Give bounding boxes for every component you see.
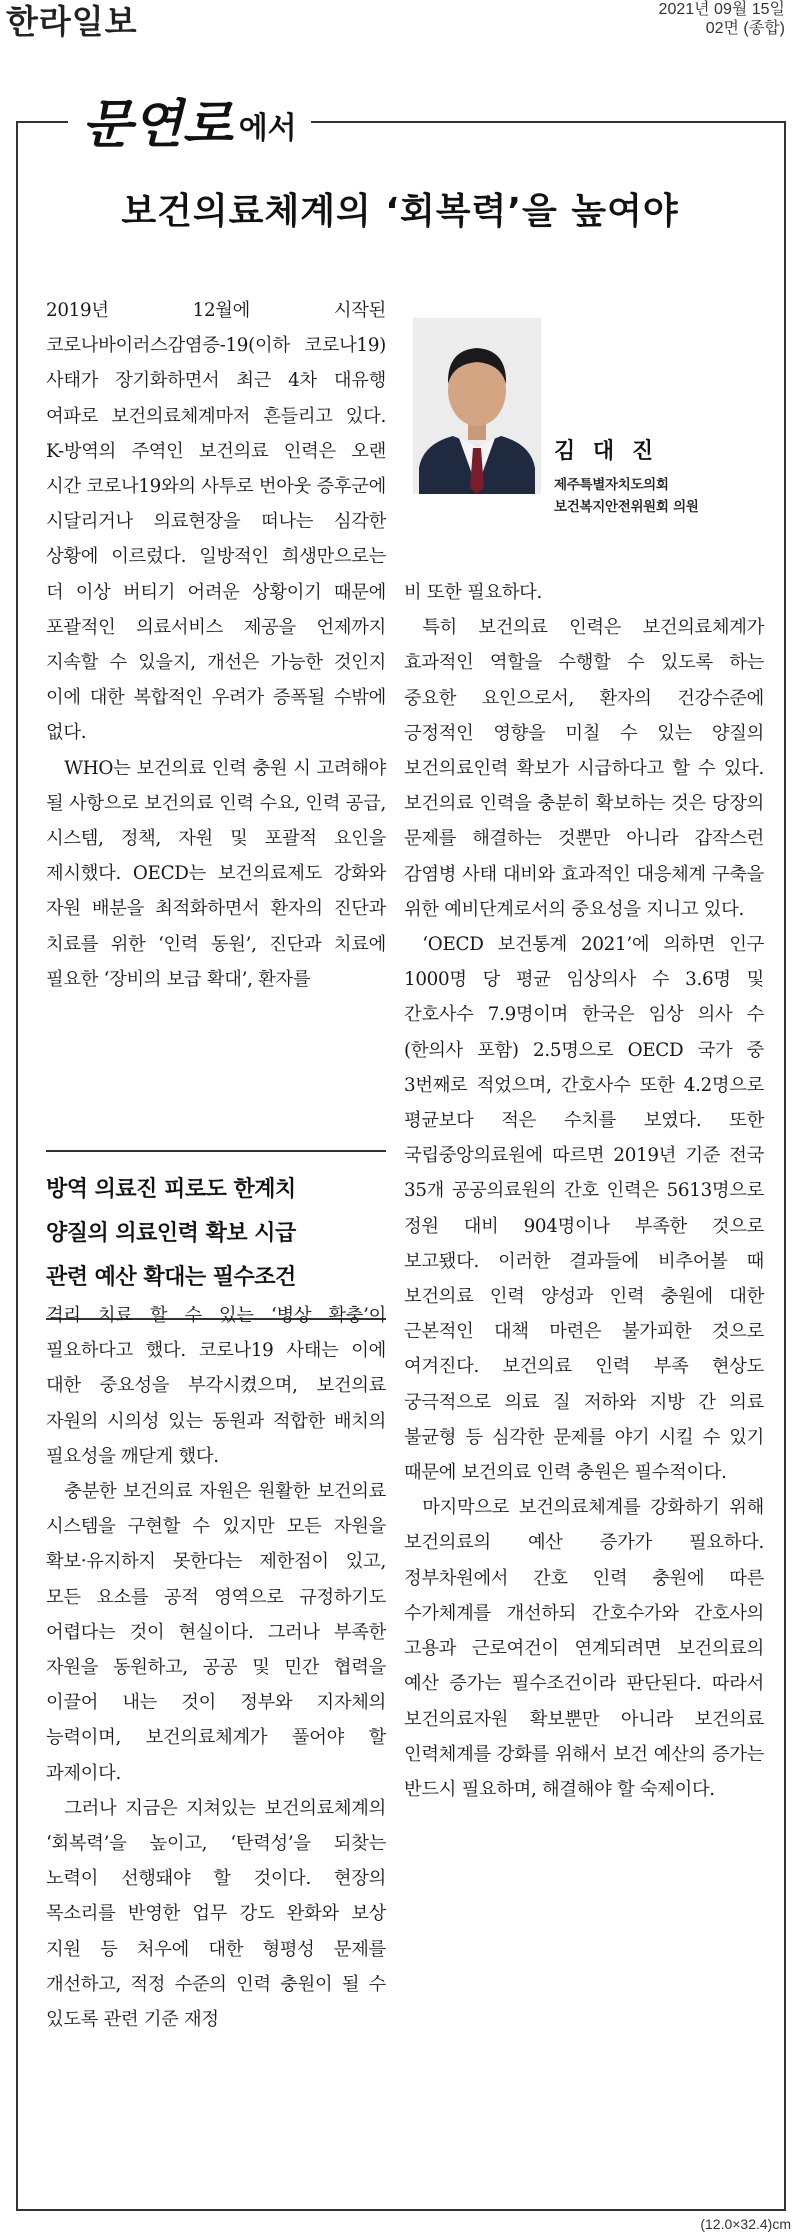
issue-info bbox=[645, 0, 785, 38]
newspaper-masthead bbox=[6, 0, 246, 48]
author-name: 김 대 진 bbox=[554, 439, 659, 464]
body-paragraph: 특히 보건의료 인력은 보건의료체계가 효과적인 역할을 수행할 수 있도록 하는 중요한 요인으로서, 환자의 건강수준에 긍정적인 영향을 미칠 수 있는 양질의 보건의료인력 확보가 시급하다고 할 수 있다. 보건의료 인력을 충분히 확보하는 것은 당장의 문제를 해결하는 것뿐만 아니라 갑작스런 감염병 사태 대비와 효과적인 대응체계 구축을 위한 예비단계로서의 중요성을 지니고 있다. bbox=[404, 617, 764, 920]
body-paragraph: 그러나 지금은 지쳐있는 보건의료체계의 ‘회복력’을 높이고, ‘탄력성’을 되찾는 노력이 선행돼야 할 것이다. 현장의 목소리를 반영한 업무 강도 완화와 보상 지원 등 처우에 대한 형평성 문제를 개선하고, 적정 수준의 인력 충원이 될 수 있도록 관련 기준 재정 bbox=[46, 1797, 386, 2031]
column-logo bbox=[68, 84, 311, 156]
body-paragraph: 충분한 보건의료 자원은 원활한 보건의료 시스템을 구현할 수 있지만 모든 자원을 확보·유지하지 못한다는 제한점이 있고, 모든 요소를 공적 영역으로 규정하기도 어렵다는 것이 현실이다. 그러나 부족한 자원을 동원하고, 공공 및 민간 협력을 이끌어 내는 것이 정부와 지자체의 능력이며, 보건의료체계가 풀어야 할 과제이다. bbox=[46, 1481, 386, 1784]
author-portrait-icon bbox=[413, 318, 541, 494]
author-affiliation-line: 제주특별자치도의회 bbox=[554, 477, 669, 493]
body-paragraph: ‘OECD 보건통계 2021’에 의하면 인구 1000명 당 평균 임상의사 수 3.6명 및 간호사수 7.9명이며 한국은 임상 의사 수(한의사 포함) 2.5명으로 OECD 국가 중 3번째로 적었으며, 간호사수 또한 4.2명으로 평균보다 적은 수치를 보였다. 또한 국립중앙의료원에 따르면 2019년 기준 전국 35개 공공의료원의 간호 인력은 5613명으로 정원 대비 904명이나 부족한 것으로 보고됐다. 이러한 결과들에 비추어볼 때 보건의료 인력 양성과 인력 충원에 대한 근본적인 대책 마련은 불가피한 것으로 여겨진다. 보건의료 인력 부족 현상도 궁극적으로 의료 질 저하와 지방 간 의료 불균형 등 심각한 문제를 야기 시킬 수 있기 때문에 보건의료 인력 충원은 필수적이다. bbox=[404, 934, 764, 1484]
body-left-column-top bbox=[46, 293, 386, 997]
headline: 보건의료체계의 ‘회복력’을 높여야 bbox=[121, 191, 679, 232]
body-paragraph: WHO는 보건의료 인력 충원 시 고려해야 될 사항으로 보건의료 인력 수요, 인력 공급, 시스템, 정책, 자원 및 포괄적 요인을 제시했다. OECD는 보건의료제도 강화와 자원 배분을 최적화하면서 환자의 진단과 치료를 위한 ‘인력 동원’, 진단과 치료에 필요한 ‘장비의 보급 확대’, 환자를 bbox=[46, 757, 386, 990]
column-title-sub: 에서 bbox=[238, 111, 297, 146]
body-paragraph: 2019년 12월에 시작된 코로나바이러스감염증-19(이하 코로나19) 사태가 장기화하면서 최근 4차 대유행 여파로 보건의료체계마저 흔들리고 있다. K-방역의 주역인 보건의료 인력은 오랜 시간 코로나19와의 사투로 번아웃 증후군에 시달리거나 의료현장을 떠나는 심각한 상황에 이르렀다. 일방적인 희생만으로는 더 이상 버티기 어려운 상황이기 때문에 포괄적인 의료서비스 제공을 언제까지 지속할 수 있을지, 개선은 가능한 것인지 이에 대한 복합적인 우려가 증폭될 수밖에 없다. bbox=[46, 300, 386, 744]
pullquote-line: 방역 의료진 피로도 한계치 bbox=[46, 1177, 296, 1202]
issue-date: 2021년 09월 15일 bbox=[658, 1, 785, 18]
column-title-main: 문연로 bbox=[82, 94, 233, 155]
body-paragraph: 마지막으로 보건의료체계를 강화하기 위해 보건의료의 예산 증가가 필요하다. 정부차원에서 간호 인력 충원에 따른 수가체계를 개선하되 간호수가와 간호사의 고용과 근로여건이 연계되려면 보건의료의 예산 증가는 필수조건이라 판단된다. 따라서 보건의료자원 확보뿐만 아니라 보건의료 인력체계를 강화를 위해서 보건 예산의 증가는 반드시 필요하며, 해결해야 할 숙제이다. bbox=[404, 1497, 764, 1800]
newspaper-name: 한라일보 bbox=[6, 2, 138, 41]
body-paragraph: 비 또한 필요하다. bbox=[404, 582, 543, 603]
author-photo bbox=[413, 318, 541, 494]
size-note: (12.0×32.4)cm bbox=[700, 2216, 791, 2232]
pullquote bbox=[46, 1150, 386, 1320]
issue-page: 02면 (종합) bbox=[705, 20, 785, 37]
body-right-column bbox=[404, 575, 764, 1807]
body-left-column-bottom bbox=[46, 1298, 386, 2037]
pullquote-line: 양질의 의료인력 확보 시급 bbox=[46, 1221, 296, 1246]
author-affiliation bbox=[554, 474, 699, 518]
author-affiliation-line: 보건복지안전위원회 의원 bbox=[554, 499, 699, 515]
pullquote-line: 관련 예산 확대는 필수조건 bbox=[46, 1265, 296, 1290]
body-paragraph: 격리 치료 할 수 있는 ‘병상 확충’이 필요하다고 했다. 코로나19 사태는 이에 대한 중요성을 부각시켰으며, 보건의료 자원의 시의성 있는 동원과 적합한 배치의 필요성을 깨닫게 했다. bbox=[46, 1305, 386, 1467]
